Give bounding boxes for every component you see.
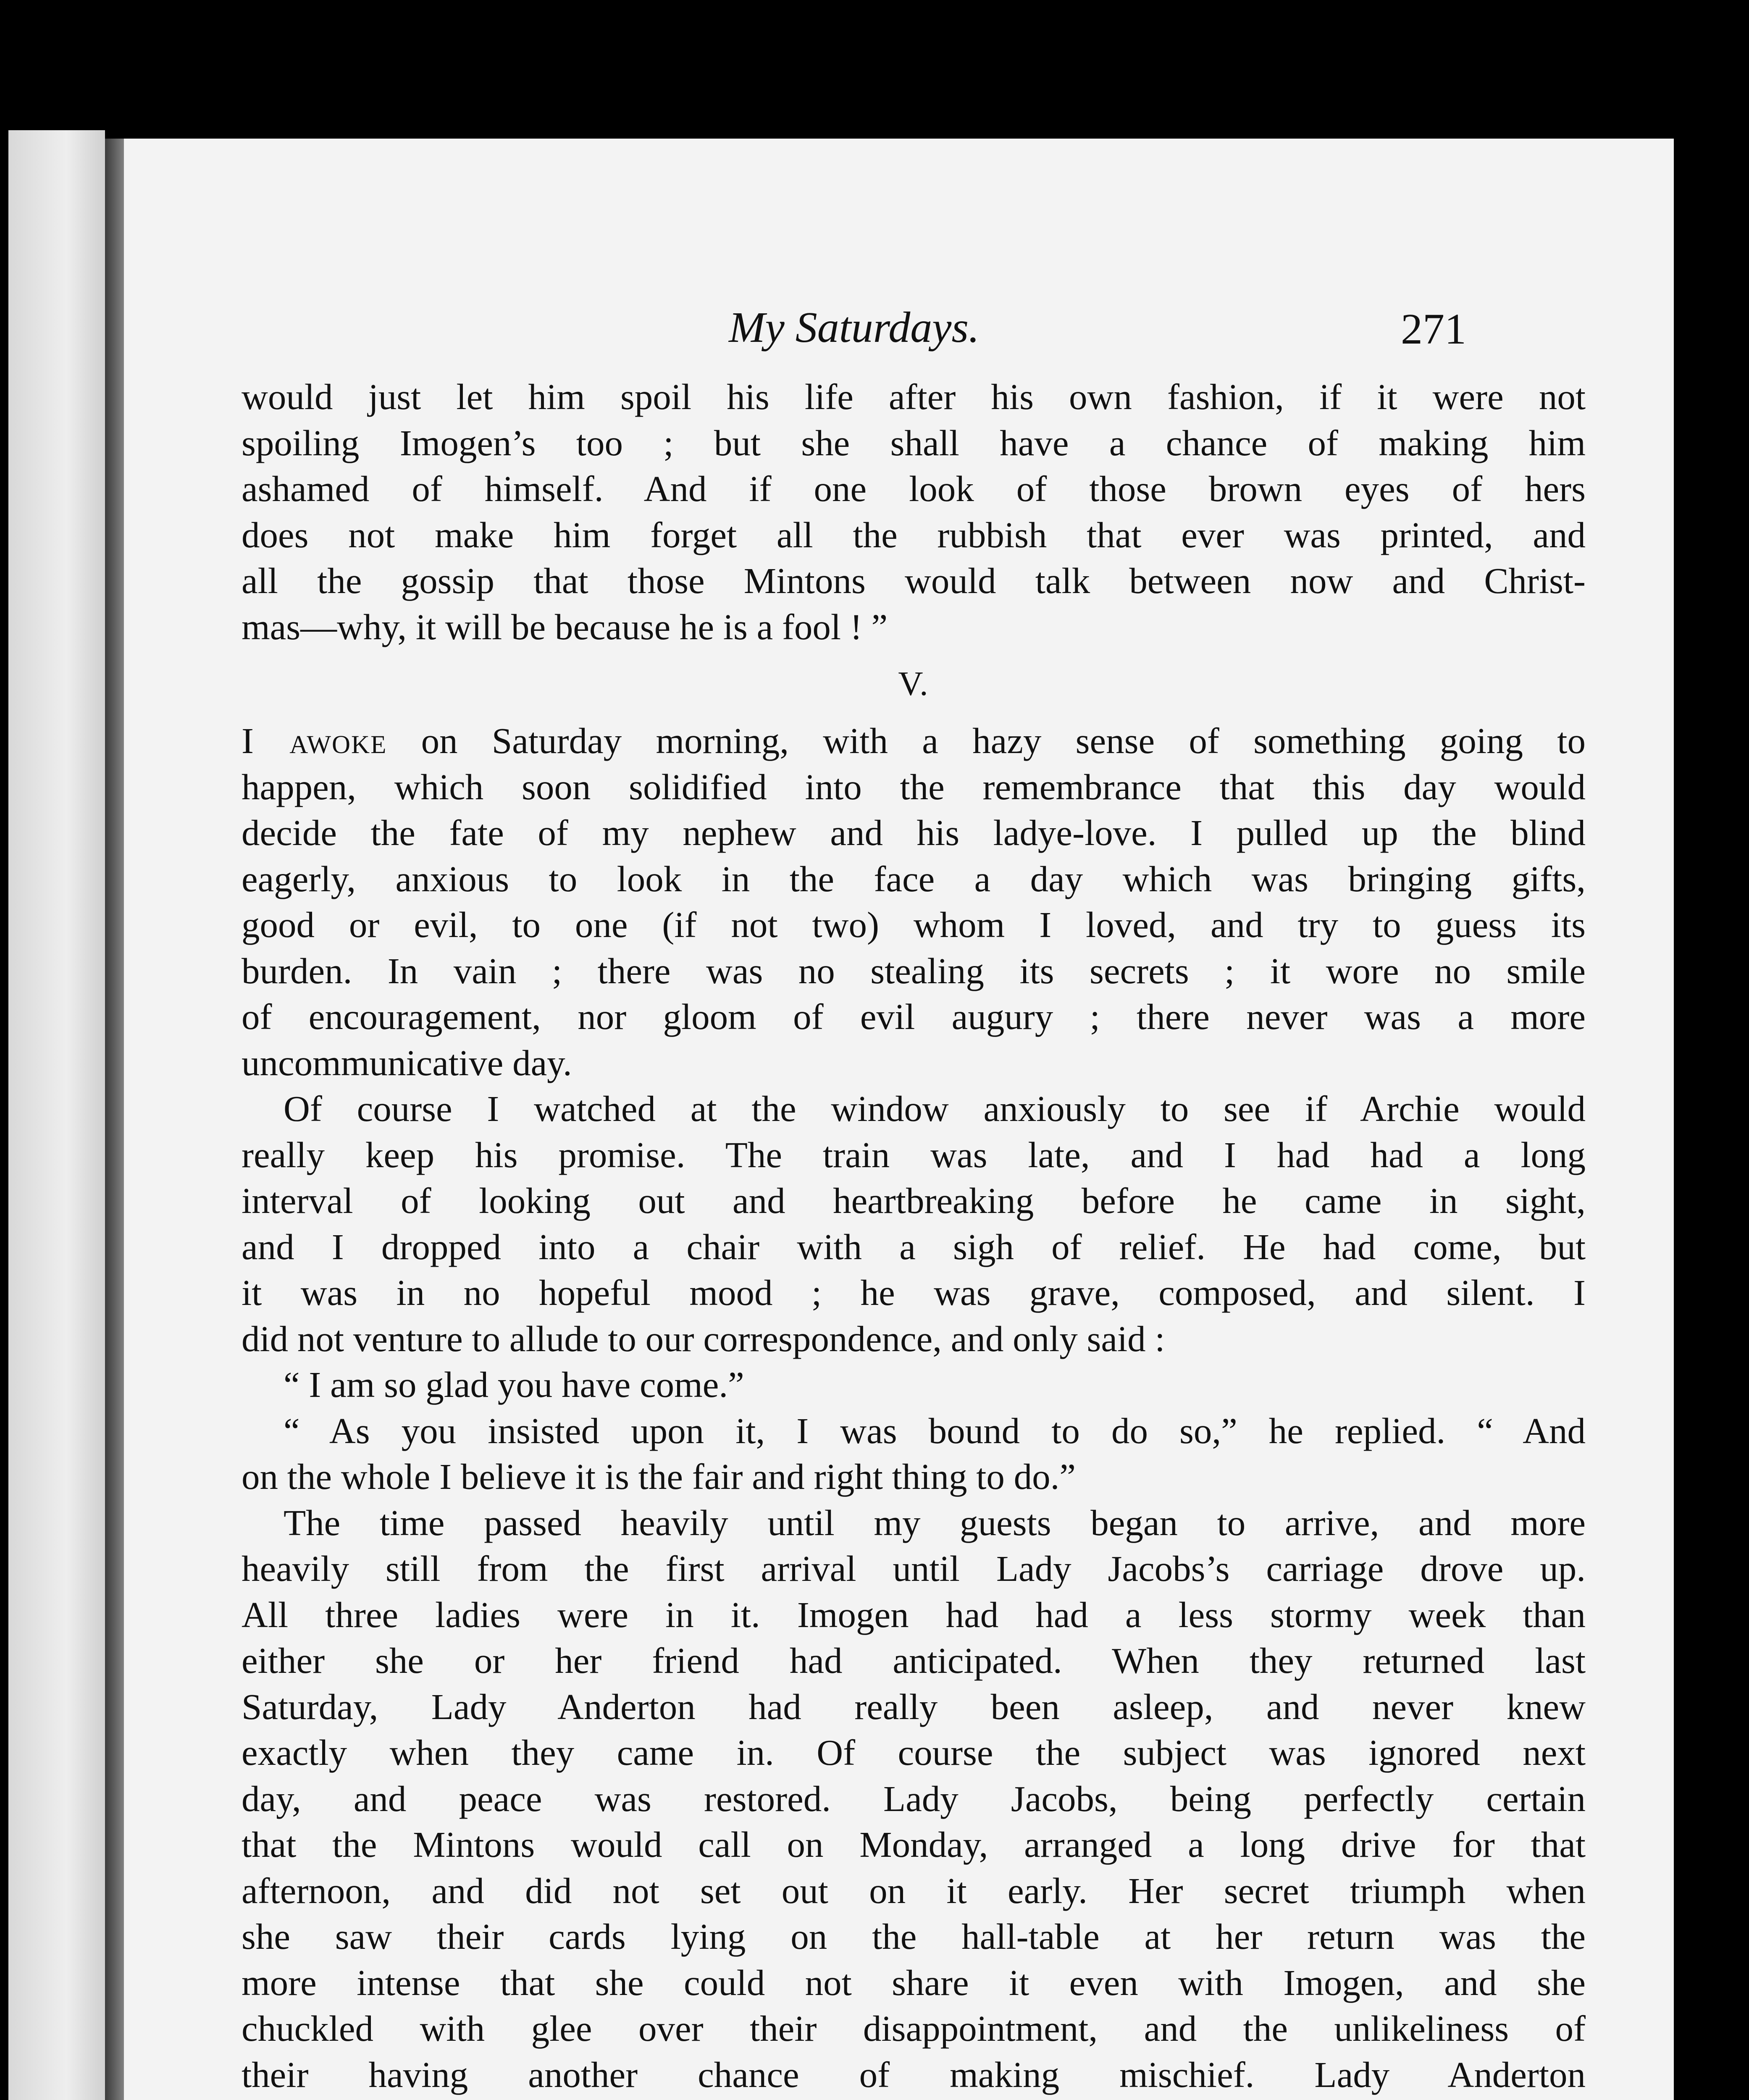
text-line (242, 2097, 1586, 2100)
text-line: good or evil, to one (if not two) whom I loved, and try to guess its (242, 904, 1586, 945)
text-line: mas—why, it will be because he is a fool ! ” (242, 606, 888, 647)
text-line: did not venture to allude to our correspondence, and only said : (242, 1318, 1165, 1359)
opening-line-rest: on Saturday morning, with a hazy sense of something going to (387, 720, 1586, 761)
paragraph-section-v (242, 764, 1586, 2100)
text-line: happen, which soon solidified into the remembrance that this day would (242, 766, 1586, 807)
running-head (124, 302, 1674, 361)
text-line: all the gossip that those Mintons would talk between now and Christ- (242, 560, 1586, 601)
text-line: All three ladies were in it. Imogen had had a less stormy week than (242, 1594, 1586, 1635)
spine-shadow (105, 139, 126, 2100)
text-line: day, and peace was restored. Lady Jacobs, being perfectly certain (242, 1778, 1586, 1819)
book-page (124, 139, 1674, 2100)
text-line: decide the fate of my nephew and his ladye-love. I pulled up the blind (242, 812, 1586, 853)
text-line: interval of looking out and heartbreaking before he came in sight, (242, 1180, 1586, 1221)
text-line: spoiling Imogen’s too ; but she shall have a chance of making him (242, 422, 1586, 463)
text-line: burden. In vain ; there was no stealing its secrets ; it wore no smile (242, 950, 1586, 991)
text-line: she saw their cards lying on the hall-table at her return was the (242, 1916, 1586, 1957)
text-line: The time passed heavily until my guests began to arrive, and more (284, 1502, 1586, 1543)
text-line: either she or her friend had anticipated. When they returned last (242, 1640, 1586, 1681)
text-line: really keep his promise. The train was late, and I had had a long (242, 1134, 1586, 1175)
text-line: does not make him forget all the rubbish that ever was printed, and (242, 514, 1586, 555)
text-line: Of course I watched at the window anxiously to see if Archie would (284, 1088, 1586, 1129)
text-line-opening (242, 718, 1586, 764)
text-line: would just let him spoil his life after his own fashion, if it were not (242, 376, 1586, 417)
opening-word: I awoke (242, 720, 387, 761)
text-line: and I dropped into a chair with a sigh of relief. He had come, but (242, 1226, 1586, 1267)
text-line: exactly when they came in. Of course the subject was ignored next (242, 1732, 1586, 1773)
text-line: uncommunicative day. (242, 1042, 572, 1083)
text-line: it was in no hopeful mood ; he was grave, composed, and silent. I (242, 1272, 1586, 1313)
text-line: eagerly, anxious to look in the face a day which was bringing gifts, (242, 858, 1586, 899)
section-heading: V. (898, 664, 929, 703)
text-line: of encouragement, nor gloom of evil augury ; there never was a more (242, 996, 1586, 1037)
text-line: heavily still from the first arrival until Lady Jacobs’s carriage drove up. (242, 1548, 1586, 1589)
running-title: My Saturdays. (729, 303, 980, 352)
text-line: that the Mintons would call on Monday, arranged a long drive for that (242, 1824, 1586, 1865)
text-line: chuckled with glee over their disappointment, and the unlikeliness of (242, 2008, 1586, 2049)
text-line: more intense that she could not share it even with Imogen, and she (242, 1962, 1586, 2003)
text-line: their having another chance of making mischief. Lady Anderton (242, 2054, 1586, 2095)
text-line: afternoon, and did not set out on it early. Her secret triumph when (242, 1870, 1586, 1911)
left-page-edge (8, 130, 105, 2100)
text-line: ashamed of himself. And if one look of those brown eyes of hers (242, 468, 1586, 509)
text-line: “ As you insisted upon it, I was bound to do so,” he replied. “ And (284, 1410, 1586, 1451)
page-number: 271 (1401, 305, 1466, 353)
body-text (242, 374, 1586, 2100)
text-line: Saturday, Lady Anderton had really been asleep, and never knew (242, 1686, 1586, 1727)
paragraph-continued (242, 374, 1586, 650)
text-line: on the whole I believe it is the fair and right thing to do.” (242, 1456, 1076, 1497)
text-line: “ I am so glad you have come.” (284, 1364, 744, 1405)
